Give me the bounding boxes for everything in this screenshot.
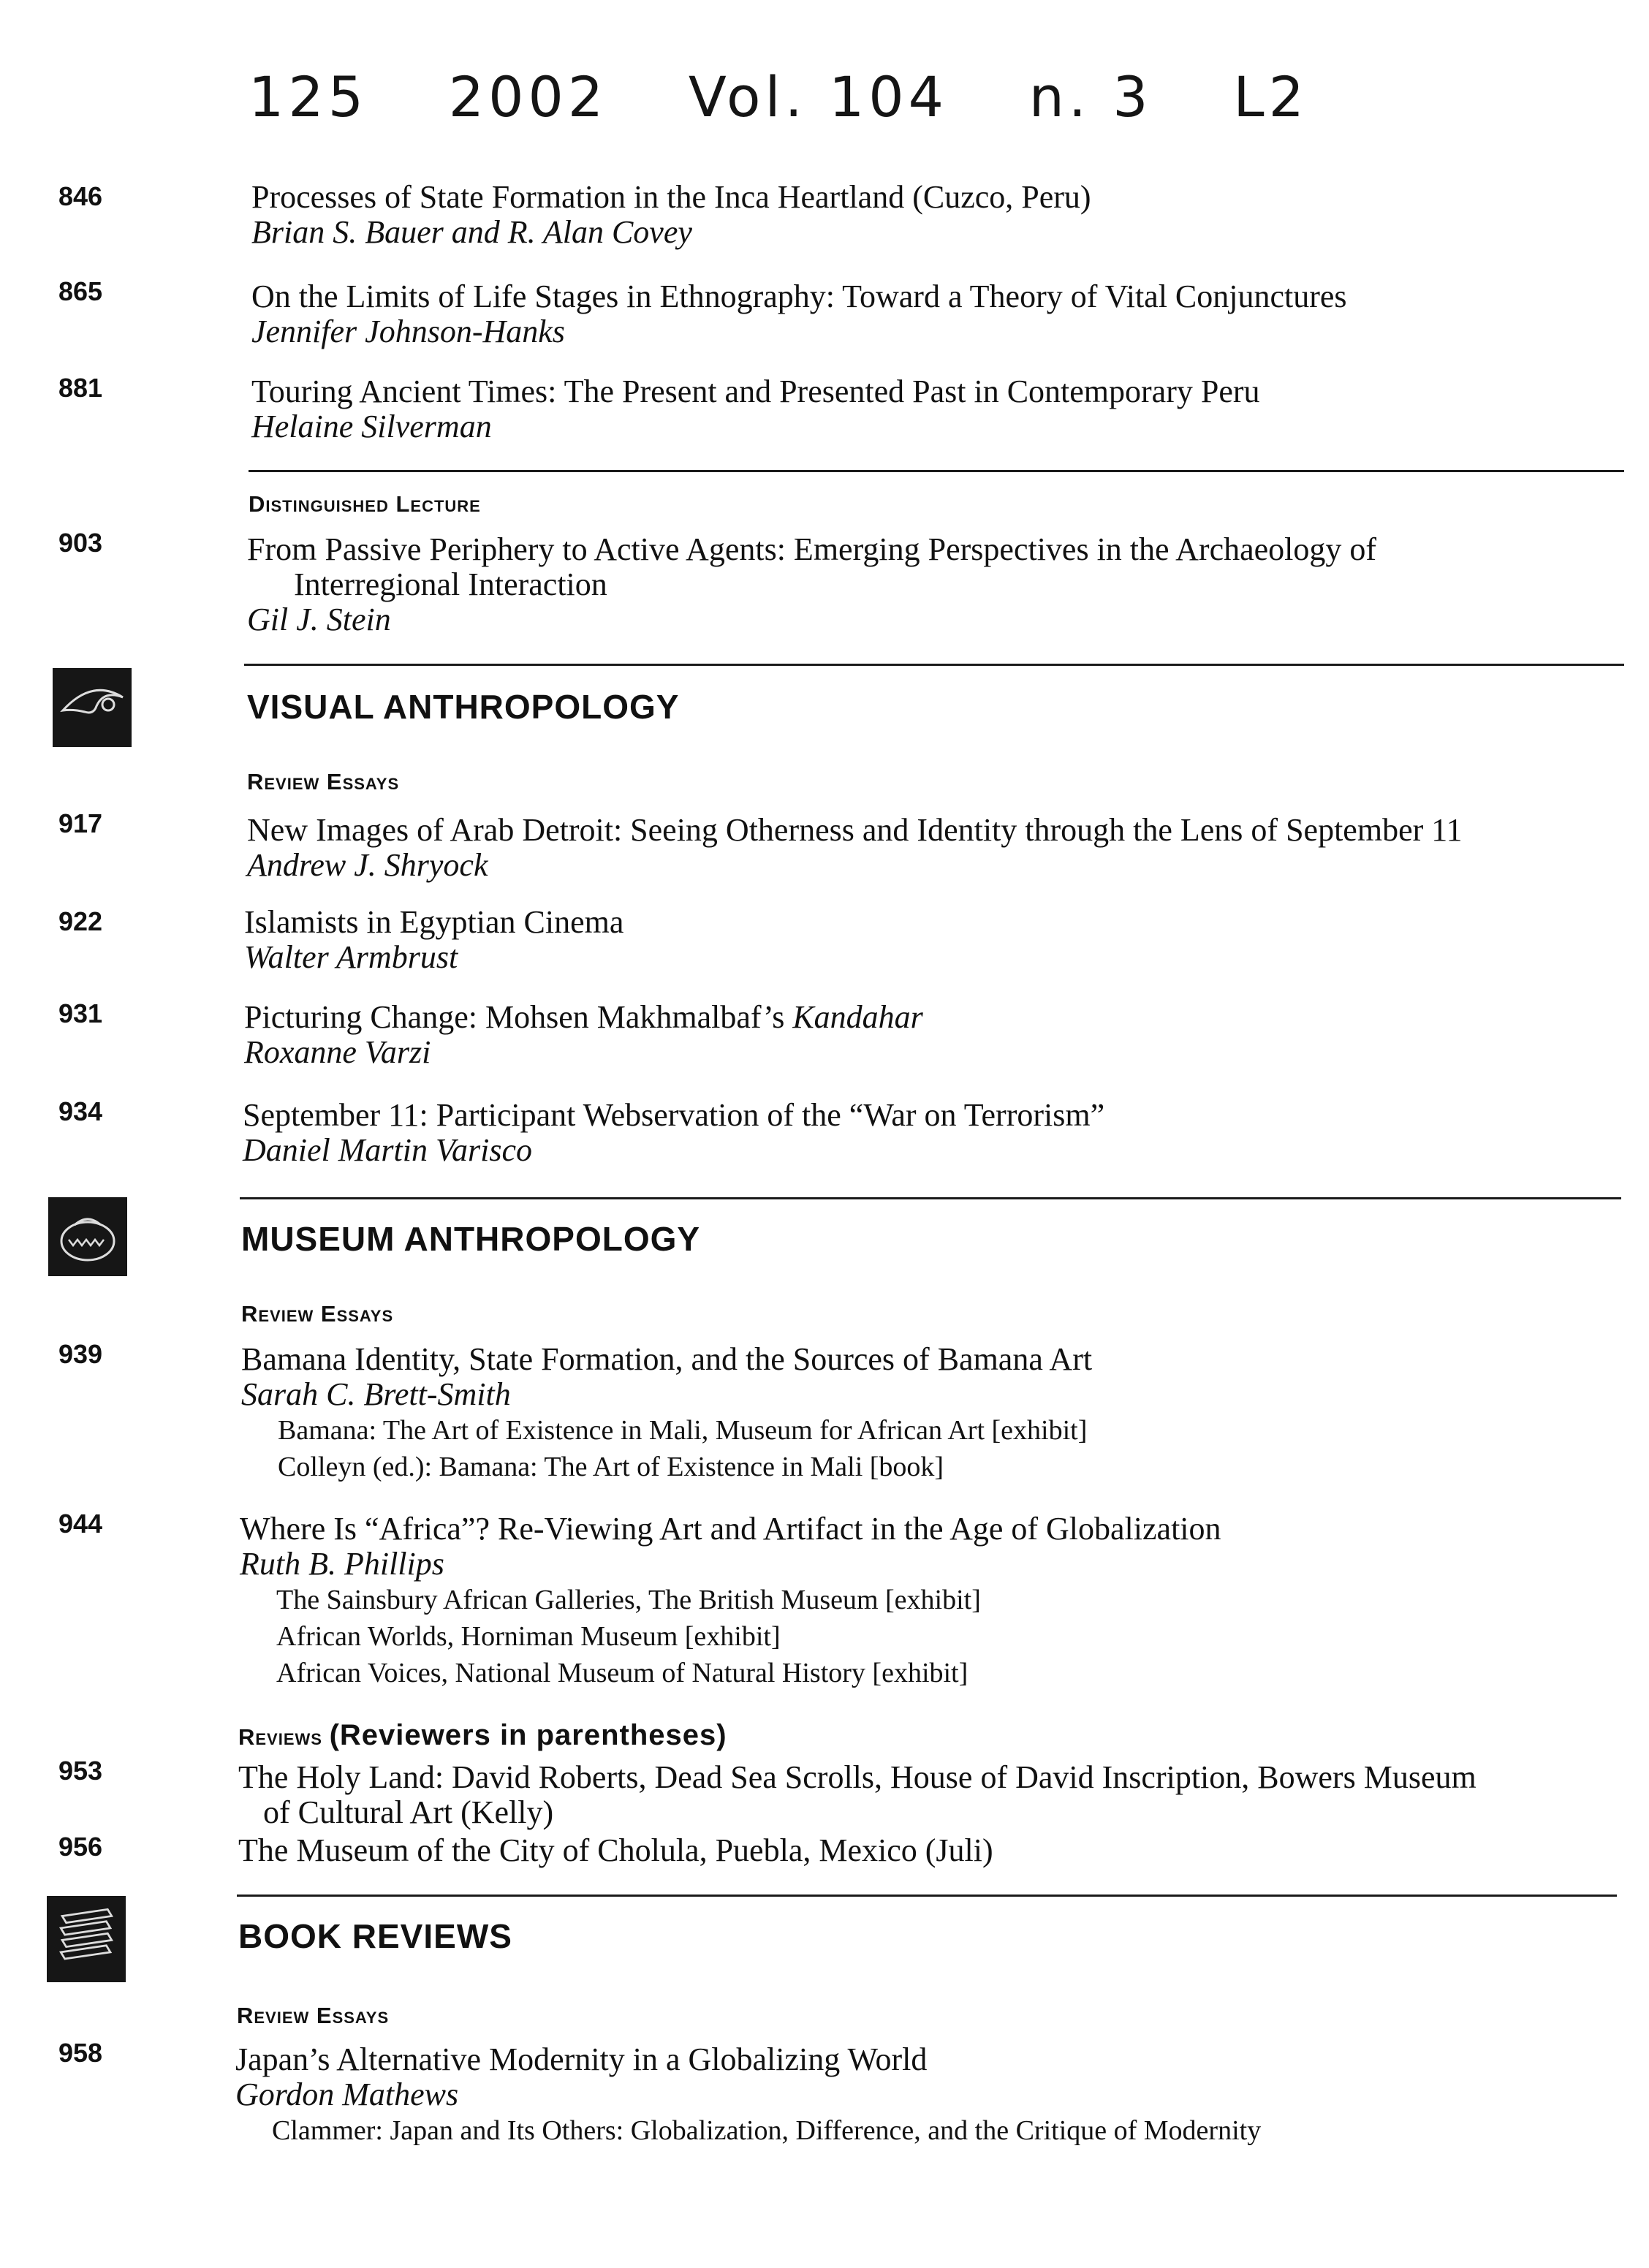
title-text: Picturing Change: Mohsen Makhmalbaf’s <box>244 999 785 1035</box>
article-title: Where Is “Africa”? Re-Viewing Art and Artifact in the Age of Globalization <box>240 1511 1221 1547</box>
title-italic: Kandahar <box>792 999 923 1035</box>
page-number: 931 <box>58 998 103 1028</box>
reviewed-item: Clammer: Japan and Its Others: Globalization, Difference, and the Critique of Modernity <box>272 2115 1262 2146</box>
page-number: 958 <box>58 2038 103 2068</box>
reviewed-item: African Voices, National Museum of Natural History [exhibit] <box>276 1658 968 1688</box>
section-divider <box>244 664 1624 666</box>
article-author: Daniel Martin Varisco <box>243 1132 532 1168</box>
article-title: New Images of Arab Detroit: Seeing Otherness and Identity through the Lens of September 11 <box>247 812 1463 848</box>
section-divider <box>240 1197 1621 1199</box>
toc-entry[interactable] <box>244 1000 1618 1070</box>
page-number: 865 <box>58 276 103 306</box>
section-divider <box>249 470 1624 472</box>
toc-entry[interactable] <box>241 1342 1615 1485</box>
subsection-label: Review Essays <box>241 1301 394 1327</box>
toc-entry[interactable] <box>251 279 1626 349</box>
toc-entry[interactable] <box>240 1512 1614 1691</box>
eye-icon <box>53 668 132 747</box>
page-number: 939 <box>58 1339 103 1369</box>
annotation-part: n. 3 <box>1028 64 1153 129</box>
annotation-part: 2002 <box>448 64 608 129</box>
subsection-label: Distinguished Lecture <box>249 491 481 517</box>
annotation-part: L2 <box>1233 64 1308 129</box>
section-heading: VISUAL ANTHROPOLOGY <box>247 688 680 726</box>
article-title: Touring Ancient Times: The Present and Presented Past in Contemporary Peru <box>251 373 1260 409</box>
article-title: Bamana Identity, State Formation, and the Sources of Bamana Art <box>241 1341 1093 1377</box>
annotation-part: Vol. 104 <box>688 64 949 129</box>
toc-entry[interactable] <box>243 1098 1617 1168</box>
article-title <box>244 1000 1618 1035</box>
page-number: 934 <box>58 1096 103 1126</box>
pot-icon <box>48 1197 127 1276</box>
toc-entry[interactable] <box>251 180 1626 250</box>
reviewed-item: Bamana: The Art of Existence in Mali, Museum for African Art [exhibit] <box>278 1415 1088 1446</box>
title-line: of Cultural Art (Kelly) <box>263 1794 554 1830</box>
handwritten-annotation <box>249 64 1308 129</box>
page-number: 903 <box>58 528 103 558</box>
page-number: 881 <box>58 373 103 403</box>
page-number: 944 <box>58 1509 103 1539</box>
reviews-note: (Reviewers in parentheses) <box>329 1719 727 1751</box>
article-author: Sarah C. Brett-Smith <box>241 1376 511 1412</box>
article-author: Walter Armbrust <box>244 939 458 975</box>
toc-entry[interactable] <box>247 813 1621 883</box>
article-title: September 11: Participant Webservation of the “War on Terrorism” <box>243 1097 1105 1133</box>
annotation-part: 125 <box>249 64 368 129</box>
review-title: The Museum of the City of Cholula, Puebla, Mexico (Juli) <box>238 1832 993 1868</box>
subsection-label: Review Essays <box>247 769 400 794</box>
article-author: Jennifer Johnson-Hanks <box>251 314 565 349</box>
toc-entry[interactable] <box>235 2042 1610 2149</box>
article-title: Islamists in Egyptian Cinema <box>244 904 624 940</box>
page-number: 956 <box>58 1832 103 1862</box>
subsection-label <box>238 1719 727 1752</box>
page-number: 922 <box>58 906 103 936</box>
reviewed-item: The Sainsbury African Galleries, The British Museum [exhibit] <box>276 1585 981 1615</box>
article-title <box>247 532 1621 602</box>
toc-entry[interactable] <box>238 1833 1612 1868</box>
subsection-label: Review Essays <box>237 2003 390 2028</box>
article-author: Andrew J. Shryock <box>247 847 488 883</box>
toc-entry[interactable] <box>251 374 1626 444</box>
section-heading: MUSEUM ANTHROPOLOGY <box>241 1220 701 1258</box>
review-title <box>238 1760 1612 1830</box>
toc-entry[interactable] <box>244 905 1618 975</box>
title-line: From Passive Periphery to Active Agents: Emerging Perspectives in the Archaeology of <box>247 531 1377 567</box>
title-line: The Holy Land: David Roberts, Dead Sea Scrolls, House of David Inscription, Bowers Museum <box>238 1759 1476 1795</box>
article-title: On the Limits of Life Stages in Ethnography: Toward a Theory of Vital Conjunctures <box>251 278 1347 314</box>
reviews-label: Reviews <box>238 1724 322 1750</box>
toc-entry[interactable] <box>247 532 1621 637</box>
reviewed-item: African Worlds, Horniman Museum [exhibit] <box>276 1621 781 1652</box>
article-author: Roxanne Varzi <box>244 1034 431 1070</box>
article-author: Gil J. Stein <box>247 602 391 637</box>
article-author: Ruth B. Phillips <box>240 1546 444 1582</box>
article-title: Processes of State Formation in the Inca Heartland (Cuzco, Peru) <box>251 179 1091 215</box>
article-title: Japan’s Alternative Modernity in a Globalizing World <box>235 2041 928 2077</box>
article-author: Gordon Mathews <box>235 2077 459 2112</box>
section-divider <box>237 1895 1617 1897</box>
toc-entry[interactable] <box>238 1760 1612 1830</box>
page-number: 953 <box>58 1756 103 1786</box>
title-line: Interregional Interaction <box>294 566 607 602</box>
article-author: Brian S. Bauer and R. Alan Covey <box>251 214 692 250</box>
article-author: Helaine Silverman <box>251 409 492 444</box>
page-number: 917 <box>58 808 103 838</box>
page-number: 846 <box>58 181 103 211</box>
reviewed-item: Colleyn (ed.): Bamana: The Art of Existence in Mali [book] <box>278 1452 944 1482</box>
section-heading: BOOK REVIEWS <box>238 1917 512 1955</box>
books-icon <box>47 1896 126 1982</box>
